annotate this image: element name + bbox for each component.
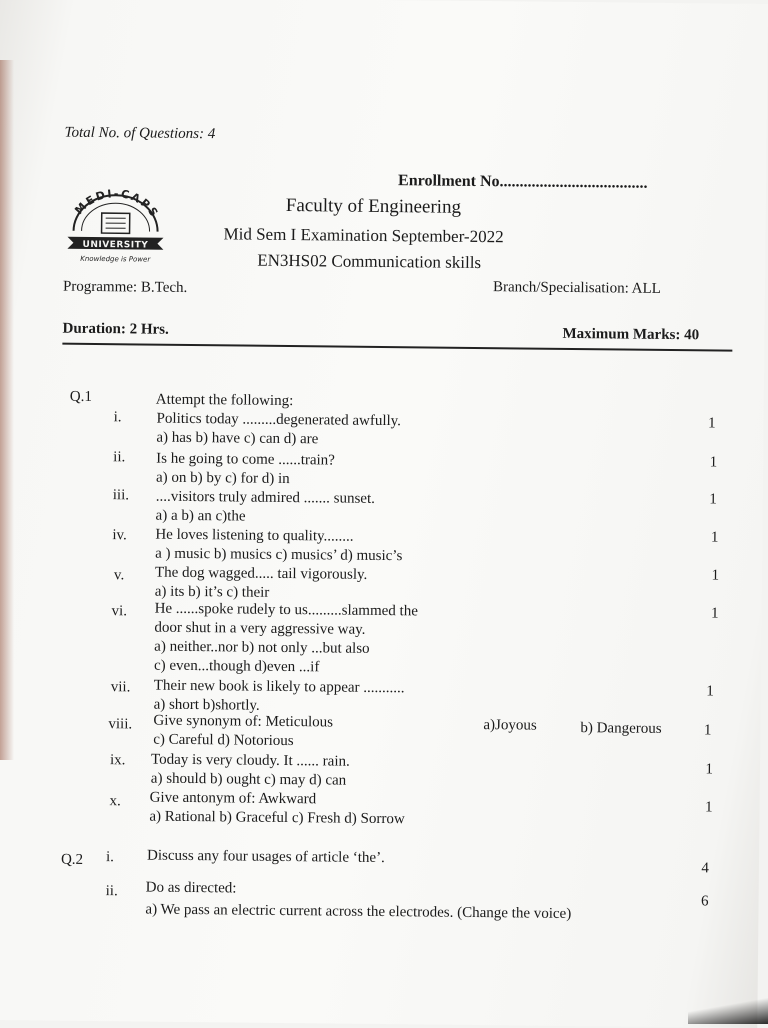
item-marks: 1	[693, 761, 713, 778]
item-options: a) on b) by c) for d) in	[156, 470, 290, 488]
item-marks: 4	[689, 860, 709, 877]
item-text: Is he going to come ......train?	[156, 451, 335, 470]
item-marks: 1	[695, 415, 715, 432]
programme: Programme: B.Tech.	[63, 279, 188, 297]
question-instruction: Attempt the following:	[156, 392, 294, 410]
item-text: He ......spoke rudely to us.........slammed the	[155, 601, 418, 621]
item-text: Discuss any four usages of article ‘the’.	[147, 848, 385, 867]
item-text: The dog wagged..... tail vigorously.	[155, 565, 367, 584]
faculty-title: Faculty of Engineering	[286, 195, 461, 219]
max-marks: Maximum Marks: 40	[562, 326, 699, 344]
enrollment-number: Enrollment No.....................................	[398, 172, 648, 193]
item-text: Today is very cloudy. It ...... rain.	[151, 752, 350, 771]
item-options: a) a b) an c)the	[155, 508, 245, 526]
item-number: v.	[114, 567, 124, 584]
q2-items	[0, 0, 768, 4]
item-text: Their new book is likely to appear ...........	[154, 678, 405, 698]
item-marks: 1	[698, 529, 718, 546]
item-number: vi.	[111, 603, 127, 620]
item-options: c) Careful d) Notorious	[153, 732, 294, 750]
total-questions: Total No. of Questions: 4	[64, 125, 215, 144]
exam-title: Mid Sem I Examination September-2022	[223, 224, 503, 247]
item-option-a: a)Joyous	[483, 717, 537, 735]
item-text: Do as directed:	[146, 880, 237, 898]
item-number: i.	[114, 409, 122, 426]
duration: Duration: 2 Hrs.	[62, 321, 168, 339]
question-number: Q.1	[70, 389, 92, 406]
svg-text:Knowledge is Power: Knowledge is Power	[80, 255, 151, 264]
item-number: ii.	[106, 883, 118, 900]
item-number: vii.	[111, 679, 131, 696]
q1-items	[0, 0, 768, 4]
item-marks: 1	[699, 567, 719, 584]
item-options: a) neither..nor b) not only ...but also	[154, 639, 370, 658]
item-text: Politics today .........degenerated awfully.	[157, 411, 402, 431]
item-marks: 6	[688, 893, 708, 910]
item-number: viii.	[108, 716, 132, 733]
item-marks: 1	[692, 799, 712, 816]
item-option-b: b) Dangerous	[580, 720, 661, 738]
item-number: iv.	[112, 527, 127, 544]
item-text: He loves listening to quality........	[155, 527, 353, 546]
item-marks: 1	[697, 454, 717, 471]
item-options: a ) music b) musics c) musics’ d) music’s	[155, 546, 402, 566]
item-marks: 1	[694, 683, 714, 700]
branch: Branch/Specialisation: ALL	[493, 279, 661, 298]
page-corner-shadow	[688, 994, 768, 1024]
item-options: c) even...though d)even ...if	[154, 658, 320, 677]
item-options: a) short b)shortly.	[154, 697, 260, 715]
item-marks: 1	[697, 491, 717, 508]
item-text: ....visitors truly admired ....... sunset.	[156, 489, 375, 508]
item-number: iii.	[113, 487, 129, 504]
question-number: Q.2	[61, 852, 83, 869]
item-options: a) has b) have c) can d) are	[156, 430, 318, 449]
item-text: door shut in a very aggressive way.	[154, 620, 365, 639]
header-divider	[62, 343, 732, 352]
item-number: ix.	[110, 752, 126, 769]
item-marks: 1	[699, 605, 719, 622]
item-number: i.	[106, 849, 114, 866]
item-number: x.	[110, 793, 121, 810]
university-logo-icon	[59, 185, 172, 268]
item-marks: 1	[691, 722, 711, 739]
course-title: EN3HS02 Communication skills	[257, 251, 481, 273]
item-options: a) Rational b) Graceful c) Fresh d) Sorrow	[149, 809, 405, 829]
item-text: Give synonym of: Meticulous	[153, 713, 333, 732]
logo-banner-text: UNIVERSITY	[82, 240, 148, 251]
item-options: a) should b) ought c) may d) can	[151, 771, 347, 790]
page-edge-shadow	[0, 60, 14, 760]
item-options: a) its b) it’s c) their	[155, 584, 270, 602]
svg-text:MEDI-CAPS: MEDI-CAPS	[72, 187, 162, 221]
item-text: a) We pass an electric current across the electrodes. (Change the voice)	[145, 902, 571, 923]
item-number: ii.	[113, 449, 125, 466]
item-text: Give antonym of: Awkward	[150, 790, 317, 809]
